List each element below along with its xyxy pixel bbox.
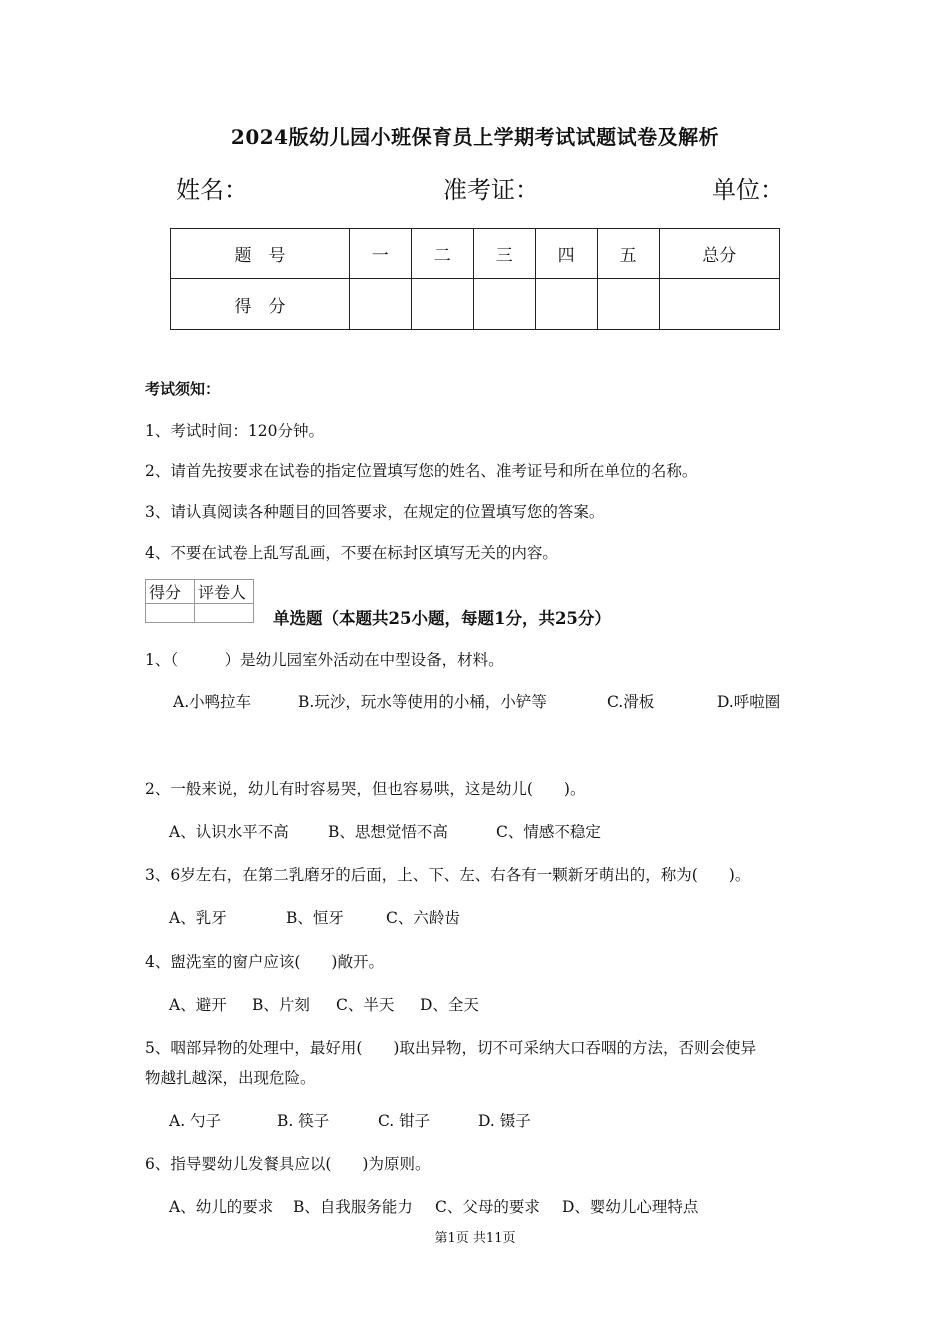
question-stem-continued: 物越扎越深，出现危险。 bbox=[145, 1069, 316, 1087]
score-cell[interactable] bbox=[473, 279, 535, 330]
page-title: 2024版幼儿园小班保育员上学期考试试题试卷及解析 bbox=[230, 125, 720, 149]
question-stem: 5、咽部异物的处理中，最好用( )取出异物，切不可采纳大口吞咽的方法，否则会使异 bbox=[145, 1039, 756, 1057]
page-footer: 第1页 共11页 bbox=[434, 1231, 516, 1246]
grader-box-grader-cell[interactable] bbox=[195, 604, 254, 623]
answer-option[interactable]: C. 钳子 bbox=[378, 1112, 431, 1130]
score-header-cell: 总分 bbox=[659, 229, 779, 279]
notice-item: 2、请首先按要求在试卷的指定位置填写您的姓名、准考证号和所在单位的名称。 bbox=[145, 462, 698, 480]
score-header-cell: 二 bbox=[411, 229, 473, 279]
answer-option[interactable]: A、认识水平不高 bbox=[169, 823, 289, 841]
score-header-cell: 一 bbox=[349, 229, 411, 279]
score-cell[interactable] bbox=[597, 279, 659, 330]
score-cell[interactable] bbox=[535, 279, 597, 330]
name-label: 姓名： bbox=[176, 176, 248, 204]
answer-option[interactable]: C.滑板 bbox=[607, 693, 655, 711]
answer-option[interactable]: A.小鸭拉车 bbox=[173, 693, 252, 711]
score-table bbox=[170, 228, 780, 330]
score-row-label: 得 分 bbox=[171, 279, 350, 330]
question-stem: 1、（ ）是幼儿园室外活动在中型设备，材料。 bbox=[145, 651, 504, 669]
grader-box-score-label: 得分 bbox=[146, 580, 195, 604]
score-table-header-row bbox=[171, 229, 780, 279]
answer-option[interactable]: B、恒牙 bbox=[286, 909, 344, 927]
answer-option[interactable]: B、片刻 bbox=[252, 996, 310, 1014]
score-cell[interactable] bbox=[349, 279, 411, 330]
answer-option[interactable]: C、情感不稳定 bbox=[496, 823, 601, 841]
score-header-cell: 四 bbox=[535, 229, 597, 279]
question-stem: 4、盥洗室的窗户应该( )敞开。 bbox=[145, 953, 384, 971]
score-table-score-row bbox=[171, 279, 780, 330]
score-header-cell: 三 bbox=[473, 229, 535, 279]
answer-option[interactable]: B. 筷子 bbox=[277, 1112, 330, 1130]
answer-option[interactable]: D、全天 bbox=[420, 996, 479, 1014]
notice-title: 考试须知： bbox=[145, 380, 221, 398]
exam-id-label: 准考证： bbox=[443, 176, 539, 204]
grader-box-score-cell[interactable] bbox=[146, 604, 195, 623]
answer-option[interactable]: B、思想觉悟不高 bbox=[328, 823, 448, 841]
section-title: 单选题（本题共25小题，每题1分，共25分） bbox=[273, 609, 611, 628]
score-header-cell: 题 号 bbox=[171, 229, 350, 279]
grader-box bbox=[145, 579, 254, 623]
answer-option[interactable]: D、婴幼儿心理特点 bbox=[562, 1198, 699, 1216]
answer-option[interactable]: C、父母的要求 bbox=[435, 1198, 540, 1216]
score-header-cell: 五 bbox=[597, 229, 659, 279]
answer-option[interactable]: A、乳牙 bbox=[169, 909, 227, 927]
notice-item: 3、请认真阅读各种题目的回答要求，在规定的位置填写您的答案。 bbox=[145, 503, 605, 521]
answer-option[interactable]: B、自我服务能力 bbox=[293, 1198, 413, 1216]
score-cell[interactable] bbox=[659, 279, 779, 330]
answer-option[interactable]: B.玩沙，玩水等使用的小桶，小铲等 bbox=[298, 693, 547, 711]
notice-item: 4、不要在试卷上乱写乱画，不要在标封区填写无关的内容。 bbox=[145, 544, 558, 562]
grader-box-grader-label: 评卷人 bbox=[195, 580, 254, 604]
answer-option[interactable]: A. 勺子 bbox=[169, 1112, 222, 1130]
answer-option[interactable]: D. 镊子 bbox=[478, 1112, 531, 1130]
unit-label: 单位： bbox=[712, 176, 784, 204]
question-stem: 6、指导婴幼儿发餐具应以( )为原则。 bbox=[145, 1155, 431, 1173]
answer-option[interactable]: A、幼儿的要求 bbox=[169, 1198, 274, 1216]
notice-item: 1、考试时间：120分钟。 bbox=[145, 422, 324, 440]
question-stem: 3、6岁左右，在第二乳磨牙的后面，上、下、左、右各有一颗新牙萌出的，称为( )。 bbox=[145, 866, 751, 884]
score-cell[interactable] bbox=[411, 279, 473, 330]
answer-option[interactable]: C、半天 bbox=[336, 996, 395, 1014]
answer-option[interactable]: C、六龄齿 bbox=[386, 909, 460, 927]
question-stem: 2、一般来说，幼儿有时容易哭，但也容易哄，这是幼儿( )。 bbox=[145, 780, 586, 798]
answer-option[interactable]: D.呼啦圈 bbox=[717, 693, 781, 711]
answer-option[interactable]: A、避开 bbox=[169, 996, 227, 1014]
